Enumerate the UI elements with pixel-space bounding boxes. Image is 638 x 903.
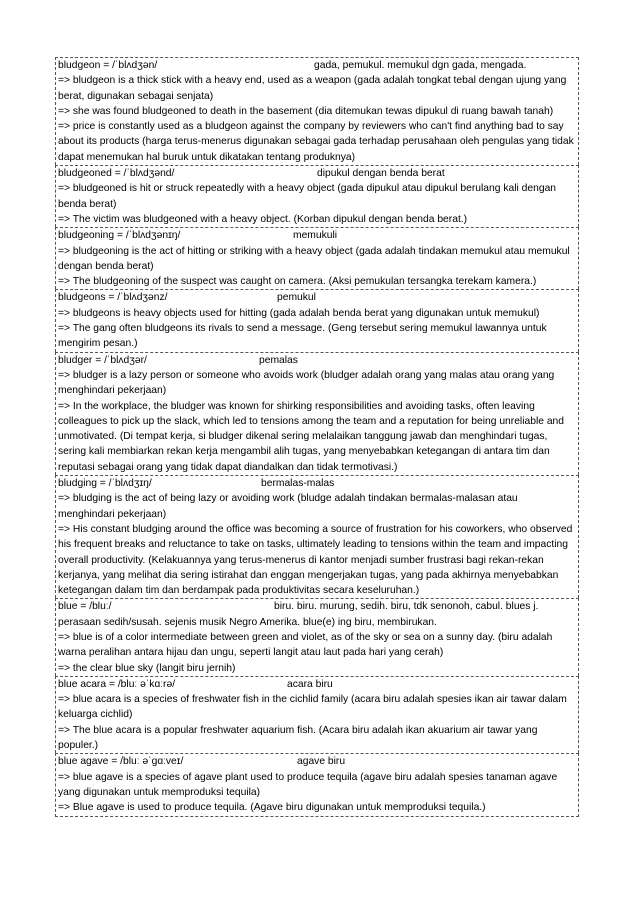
entry-bludgeon: [55, 57, 579, 165]
example-line: => In the workplace, the bludger was known for shirking responsibilities and avoiding tasks, often leaving colleagues to pick up the slack, which led to tensions among the team and a reputation for being unreliable and unmotivated. (Di tempat kerja, si bludger dikenal sering melalaikan tanggung jawab dan menghindari tugas, sering kali membiarkan rekan kerja mengambil alih tugas, yang menyebabkan ketegangan di antara tim dan reputasi sebagai orang yang tidak dapat diandalkan dan tidak termotivasi.): [58, 400, 565, 473]
example-line: => price is constantly used as a bludgeon against the company by reviewers who can't find anything bad to say about its products (harga terus-menerus digunakan sebagai gada terhadap perusahaan oleh pengulas yang tidak dapat menemukan hal buruk untuk dikatakan tentang produknya): [58, 121, 574, 163]
headword: bludgeons = /ˈblʌdʒənz/: [58, 292, 168, 304]
definition-line: => blue agave is a species of agave plant used to produce tequila (agave biru adalah spesies tanaman agave yang digunakan untuk memproduksi tequila): [58, 771, 558, 798]
translation: pemukul: [277, 292, 316, 304]
headword: blue agave = /bluː əˈɡɑːveɪ/: [58, 756, 184, 768]
headword: bludgeoned = /ˈblʌdʒənd/: [58, 168, 175, 180]
example-line: => The victim was bludgeoned with a heavy object. (Korban dipukul dengan benda berat.): [58, 213, 468, 225]
definition-line: => bludger is a lazy person or someone who avoids work (bludger adalah orang yang malas atau orang yang menghindari pekerjaan): [58, 369, 555, 397]
translation: pemalas: [259, 354, 298, 366]
example-line: => The bludgeoning of the suspect was caught on camera. (Aksi pemukulan tersangka terekam kamera.): [58, 276, 537, 288]
entry-blue-agave: [55, 753, 579, 816]
definition-line: => bludgeoning is the act of hitting or striking with a heavy object (gada adalah tindakan memukul atau memukul dengan benda berat): [58, 245, 570, 272]
entry-headline: [58, 599, 577, 614]
entry-bludgeoned: [55, 165, 579, 227]
translation: memukuli: [293, 230, 338, 242]
entry-headline: [58, 476, 577, 491]
definition-line: => blue is of a color intermediate between green and violet, as of the sky or sea on a sunny day. (biru adalah warna peralihan antara hijau dan ungu, seperti langit atau laut pada hari yang cerah): [58, 631, 553, 659]
entry-bludgeoning: [55, 227, 579, 289]
example-line: => Blue agave is used to produce tequila. (Agave biru digunakan untuk memproduksi tequila.): [58, 802, 486, 814]
example-line: => The blue acara is a popular freshwater aquarium fish. (Acara biru adalah ikan akuarium air tawar yang populer.): [58, 724, 538, 752]
translation-continued: perasaan sedih/susah. sejenis musik Negro Amerika. blue(e) ing biru, membirukan.: [58, 616, 437, 628]
entry-blue-acara: [55, 676, 579, 753]
example-line: => His constant bludging around the office was becoming a source of frustration for his coworkers, who observed his frequent breaks and reluctance to take on tasks, ultimately leading to tensions within the team and impacting overall productivity. (Kelakuannya yang terus-menerus di kantor menjadi sumber frustrasi bagi rekan-rekan kerjanya, yang melihat dia sering istirahat dan enggan mengerjakan tugas, yang pada akhirnya menyebabkan ketegangan dalam tim dan berdampak pada produktivitas secara keseluruhan.): [58, 523, 573, 597]
translation: agave biru: [297, 756, 346, 768]
headword: bludger = /ˈblʌdʒər/: [58, 354, 147, 366]
definition-line: => blue acara is a species of freshwater fish in the cichlid family (acara biru adalah spesies ikan air tawar dalam keluarga cichlid): [58, 694, 567, 721]
entry-headline: [58, 290, 577, 305]
definition-line: => bludgeons is heavy objects used for hitting (gada adalah benda berat yang digunakan untuk memukul): [58, 307, 540, 319]
definition-line: => bludgeoned is hit or struck repeatedly with a heavy object (gada dipukul atau dipukul berulang kali dengan benda berat): [58, 183, 557, 210]
entry-headline: [58, 58, 577, 73]
entry-bludging: [55, 475, 579, 598]
example-line: => the clear blue sky (langit biru jernih): [58, 662, 236, 674]
example-line: => she was found bludgeoned to death in the basement (dia ditemukan tewas dipukul di ruang bawah tanah): [58, 105, 554, 117]
entry-blue: [55, 598, 579, 675]
entry-headline: [58, 754, 577, 769]
translation: dipukul dengan benda berat: [317, 168, 445, 180]
entry-headline: [58, 677, 577, 692]
entry-bludger: [55, 352, 579, 475]
headword: blue acara = /bluː əˈkɑːrə/: [58, 678, 176, 690]
entry-headline: [58, 166, 577, 181]
entry-bludgeons: [55, 289, 579, 351]
translation: bermalas-malas: [261, 478, 335, 490]
definition-line: => bludgeon is a thick stick with a heavy end, used as a weapon (gada adalah tongkat tebal dengan ujung yang berat, digunakan sebagai senjata): [58, 75, 567, 102]
headword: bludging = /ˈblʌdʒɪŋ/: [58, 478, 152, 490]
example-line: => The gang often bludgeons its rivals to send a message. (Geng tersebut sering memukul lawannya untuk mengirim pesan.): [58, 323, 547, 350]
translation: acara biru: [287, 678, 333, 690]
headword: blue = /bluː/: [58, 601, 112, 613]
dictionary-page: [55, 57, 579, 817]
entry-headline: [58, 353, 577, 368]
definition-line: => bludging is the act of being lazy or avoiding work (bludge adalah tindakan bermalas-malasan atau menghindari pekerjaan): [58, 493, 518, 520]
entry-headline: [58, 228, 577, 243]
headword: bludgeon = /ˈblʌdʒən/: [58, 60, 158, 71]
headword: bludgeoning = /ˈblʌdʒənɪŋ/: [58, 230, 181, 242]
translation: biru. biru. murung, sedih. biru, tdk senonoh, cabul. blues j.: [274, 601, 539, 613]
translation: gada, pemukul. memukul dgn gada, mengada.: [314, 60, 527, 71]
